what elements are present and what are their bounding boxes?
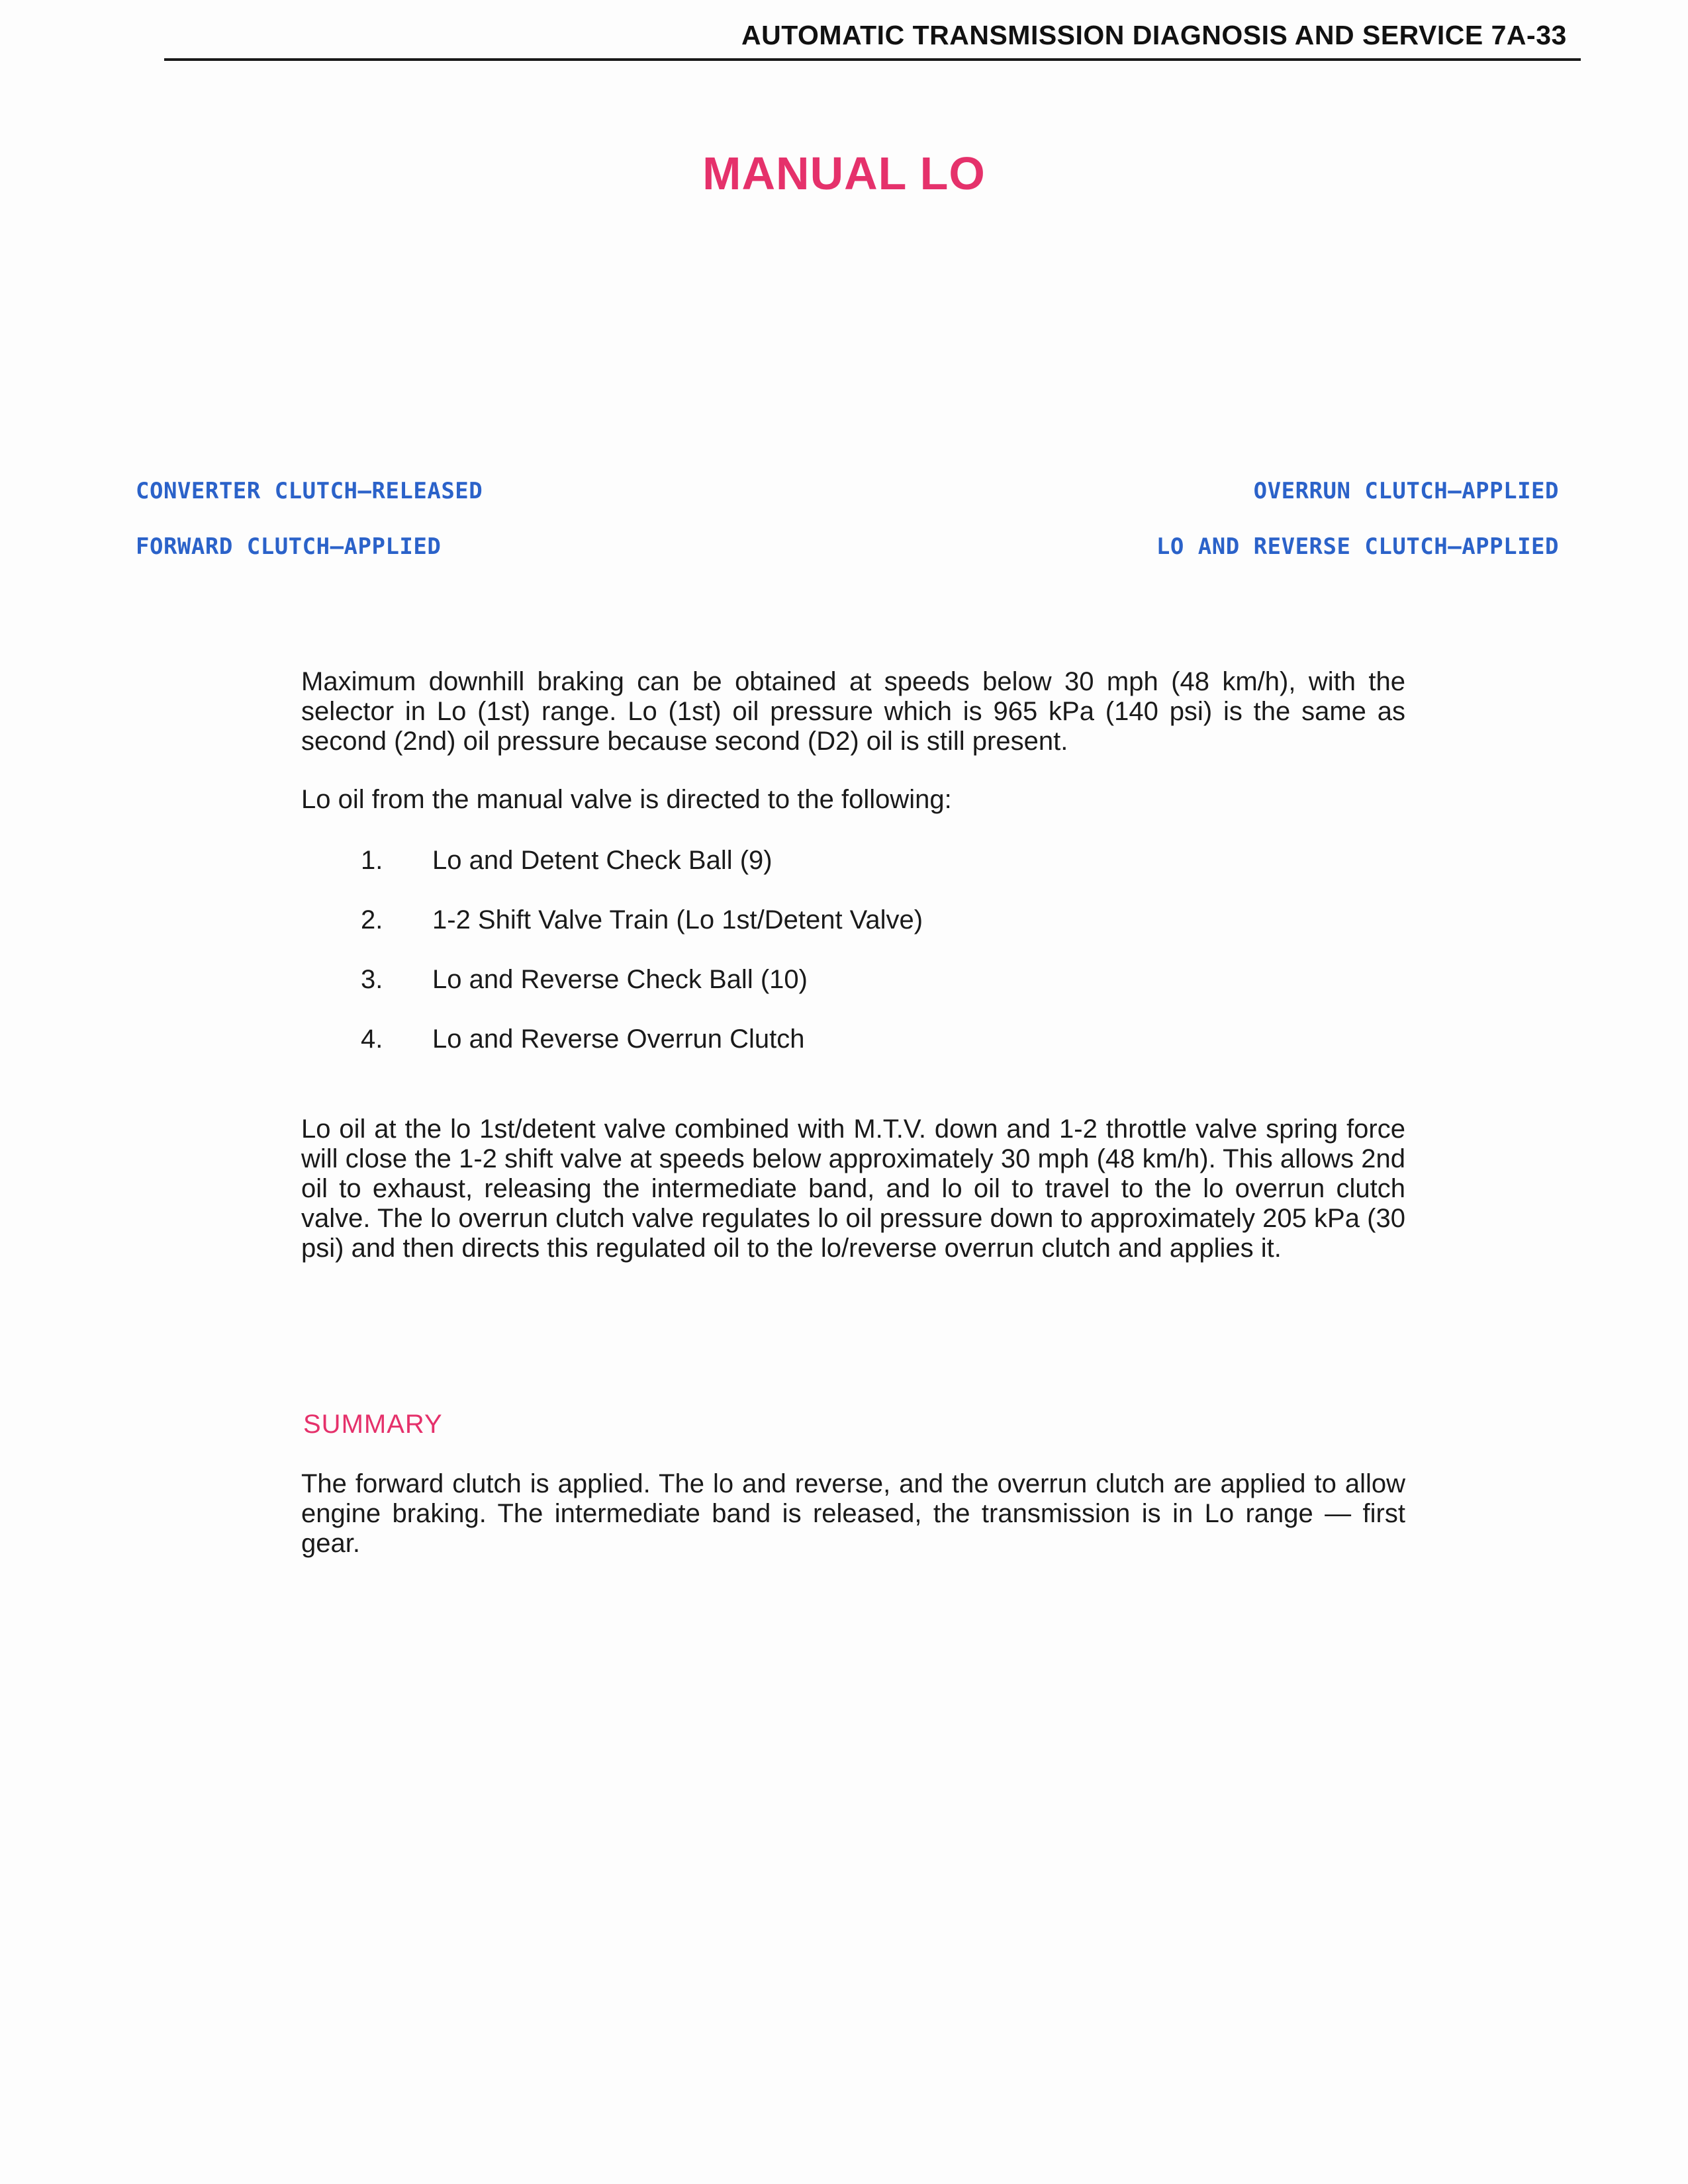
list-item xyxy=(361,965,923,1024)
page-title: MANUAL LO xyxy=(702,148,986,199)
list-item-number: 3. xyxy=(361,965,383,994)
list-item-text: Lo and Reverse Check Ball (10) xyxy=(432,965,808,994)
list-item-text: Lo and Reverse Overrun Clutch xyxy=(432,1024,805,1054)
summary-text: The forward clutch is applied. The lo and reverse, and the overrun clutch are applied to allow engine braking. The intermediate band is released, the transmission is in Lo range — first gear. xyxy=(301,1469,1405,1558)
summary-heading: SUMMARY xyxy=(303,1410,443,1439)
list-item-number: 1. xyxy=(361,846,383,875)
status-converter-clutch: CONVERTER CLUTCH—RELEASED xyxy=(136,478,483,504)
lo-oil-destination-list xyxy=(361,846,923,1084)
list-item-text: 1-2 Shift Valve Train (Lo 1st/Detent Valve) xyxy=(432,905,923,934)
running-header: AUTOMATIC TRANSMISSION DIAGNOSIS AND SERVICE 7A-33 xyxy=(741,20,1567,50)
list-item-text: Lo and Detent Check Ball (9) xyxy=(432,846,773,875)
list-item xyxy=(361,905,923,965)
list-item-number: 4. xyxy=(361,1024,383,1054)
paragraph-downhill-braking: Maximum downhill braking can be obtained at speeds below 30 mph (48 km/h), with the selector in Lo (1st) range. Lo (1st) oil pressure which is 965 kPa (140 psi) is the same as second (2nd) oil pressure because second (D2) oil is still present. xyxy=(301,667,1405,756)
status-forward-clutch: FORWARD CLUTCH—APPLIED xyxy=(136,533,442,560)
status-overrun-clutch: OVERRUN CLUTCH—APPLIED xyxy=(1253,478,1559,504)
list-item-number: 2. xyxy=(361,905,383,934)
status-lo-reverse-clutch: LO AND REVERSE CLUTCH—APPLIED xyxy=(1156,533,1559,560)
header-rule xyxy=(164,58,1581,61)
list-item xyxy=(361,846,923,905)
list-item xyxy=(361,1024,923,1084)
paragraph-lo-oil-intro: Lo oil from the manual valve is directed to the following: xyxy=(301,785,952,814)
paragraph-lo-overrun-operation: Lo oil at the lo 1st/detent valve combined with M.T.V. down and 1-2 throttle valve spring force will close the 1-2 shift valve at speeds below approximately 30 mph (48 km/h). This allows 2nd oil to exhaust, releasing the intermediate band, and lo oil to travel to the lo overrun clutch valve. The lo overrun clutch valve regulates lo oil pressure down to approximately 205 kPa (30 psi) and then directs this regulated oil to the lo/reverse overrun clutch and applies it. xyxy=(301,1115,1405,1263)
